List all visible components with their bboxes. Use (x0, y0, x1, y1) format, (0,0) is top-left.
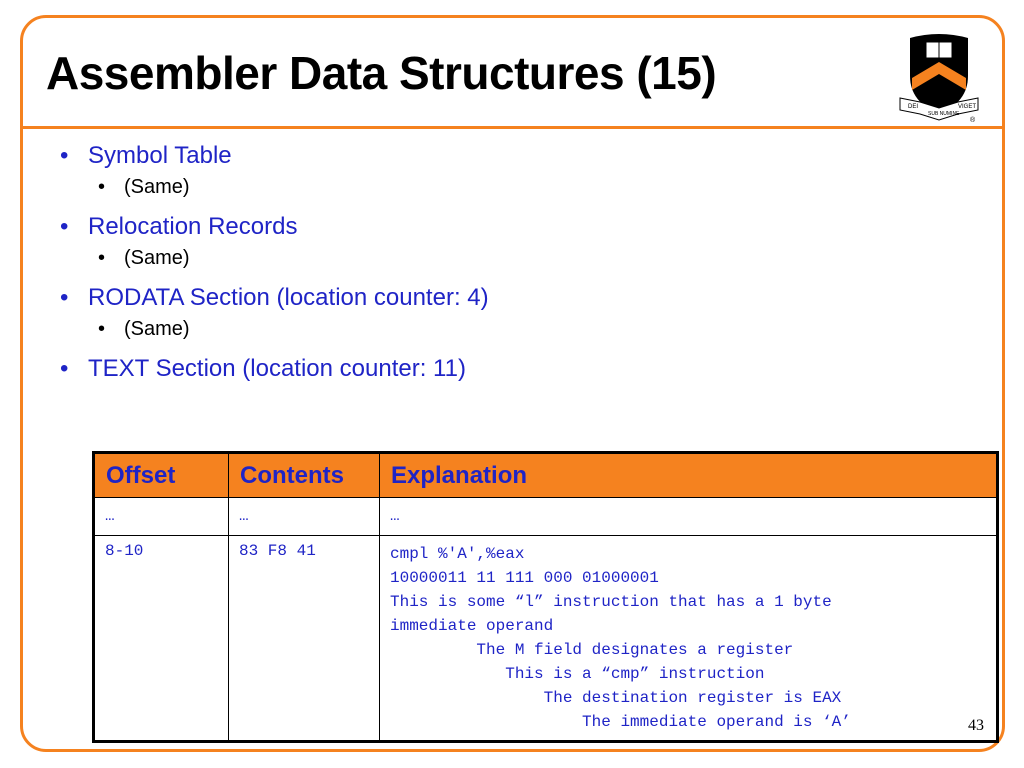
sub-bullet-label: (Same) (124, 247, 190, 269)
cell-offset: 8-10 (94, 536, 229, 742)
header-explanation: Explanation (380, 453, 998, 498)
bullet-item (60, 213, 960, 241)
cell-offset: … (94, 498, 229, 536)
bullet-dot: • (98, 176, 106, 198)
header-contents: Contents (229, 453, 380, 498)
bullet-dot: • (98, 318, 106, 340)
registered-mark: ® (970, 117, 976, 122)
sub-bullet-label: (Same) (124, 176, 190, 198)
sub-bullet-item (98, 176, 960, 199)
explanation-line: immediate operand (390, 617, 554, 635)
table-row (94, 498, 998, 536)
bullet-label: Symbol Table (88, 142, 232, 169)
explanation-line: The immediate operand is ‘A’ (390, 713, 851, 731)
table-row (94, 536, 998, 742)
motto-right: VIGET (958, 104, 977, 110)
bullet-label: RODATA Section (location counter: 4) (88, 284, 489, 311)
bullet-dot: • (60, 213, 69, 240)
bullet-item (60, 355, 960, 383)
motto-center: SUB NUMINE (928, 111, 960, 117)
header-offset: Offset (94, 453, 229, 498)
cell-contents: 83 F8 41 (229, 536, 380, 742)
explanation-line: 10000011 11 111 000 01000001 (390, 569, 659, 587)
bullet-label: Relocation Records (88, 213, 298, 240)
motto-left: DEI (908, 104, 919, 110)
explanation-line: This is a “cmp” instruction (390, 665, 765, 683)
title-rule (20, 126, 1005, 129)
bullet-dot: • (98, 247, 106, 269)
bullet-dot: • (60, 284, 69, 311)
explanation-line: This is some “l” instruction that has a 1 byte (390, 593, 832, 611)
bullet-item (60, 284, 960, 312)
cell-contents: … (229, 498, 380, 536)
bullet-item (60, 142, 960, 170)
bullet-label: TEXT Section (location counter: 11) (88, 355, 466, 382)
sub-bullet-label: (Same) (124, 318, 190, 340)
cell-explanation: … (380, 498, 998, 536)
explanation-line: cmpl %'A',%eax (390, 545, 525, 563)
page-number: 43 (968, 717, 984, 734)
sub-bullet-item (98, 318, 960, 341)
explanation-line: The destination register is EAX (390, 689, 842, 707)
sub-bullet-item (98, 247, 960, 270)
bullet-dot: • (60, 142, 69, 169)
bullet-dot: • (60, 355, 69, 382)
table-header-row (94, 453, 998, 498)
slide-title: Assembler Data Structures (15) (46, 47, 717, 99)
princeton-shield-logo (898, 32, 980, 122)
text-section-table (92, 451, 999, 743)
explanation-line: The M field designates a register (390, 641, 794, 659)
cell-explanation (380, 536, 998, 742)
bullet-list (60, 142, 960, 383)
